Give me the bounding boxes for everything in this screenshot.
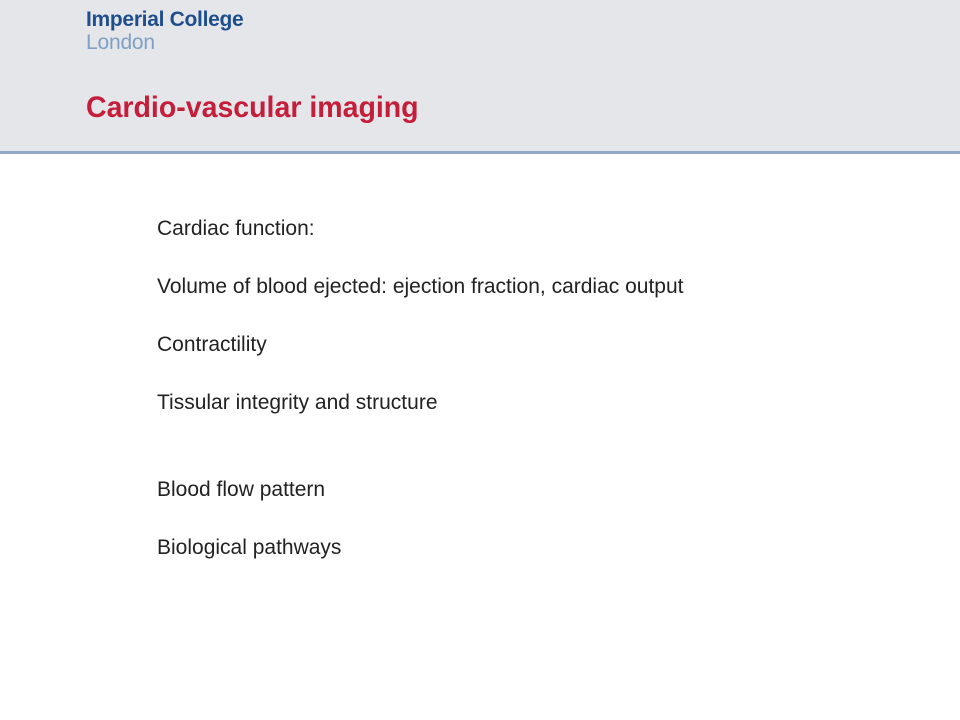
text-item-cardiac-function: Cardiac function: <box>157 217 315 240</box>
logo-line-1: Imperial College <box>86 8 244 31</box>
header-divider <box>0 151 960 154</box>
slide-header <box>0 0 960 152</box>
text-item-blood-flow: Blood flow pattern <box>157 478 326 501</box>
slide-title: Cardio-vascular imaging <box>86 91 419 124</box>
text-item-biological-pathways: Biological pathways <box>157 536 342 559</box>
text-item-tissular-integrity: Tissular integrity and structure <box>157 391 438 414</box>
text-item-volume-of-blood: Volume of blood ejected: ejection fraction, cardiac output <box>157 275 684 298</box>
logo-line-2: London <box>86 31 155 54</box>
text-item-contractility: Contractility <box>157 333 267 356</box>
imperial-college-logo <box>86 8 243 54</box>
